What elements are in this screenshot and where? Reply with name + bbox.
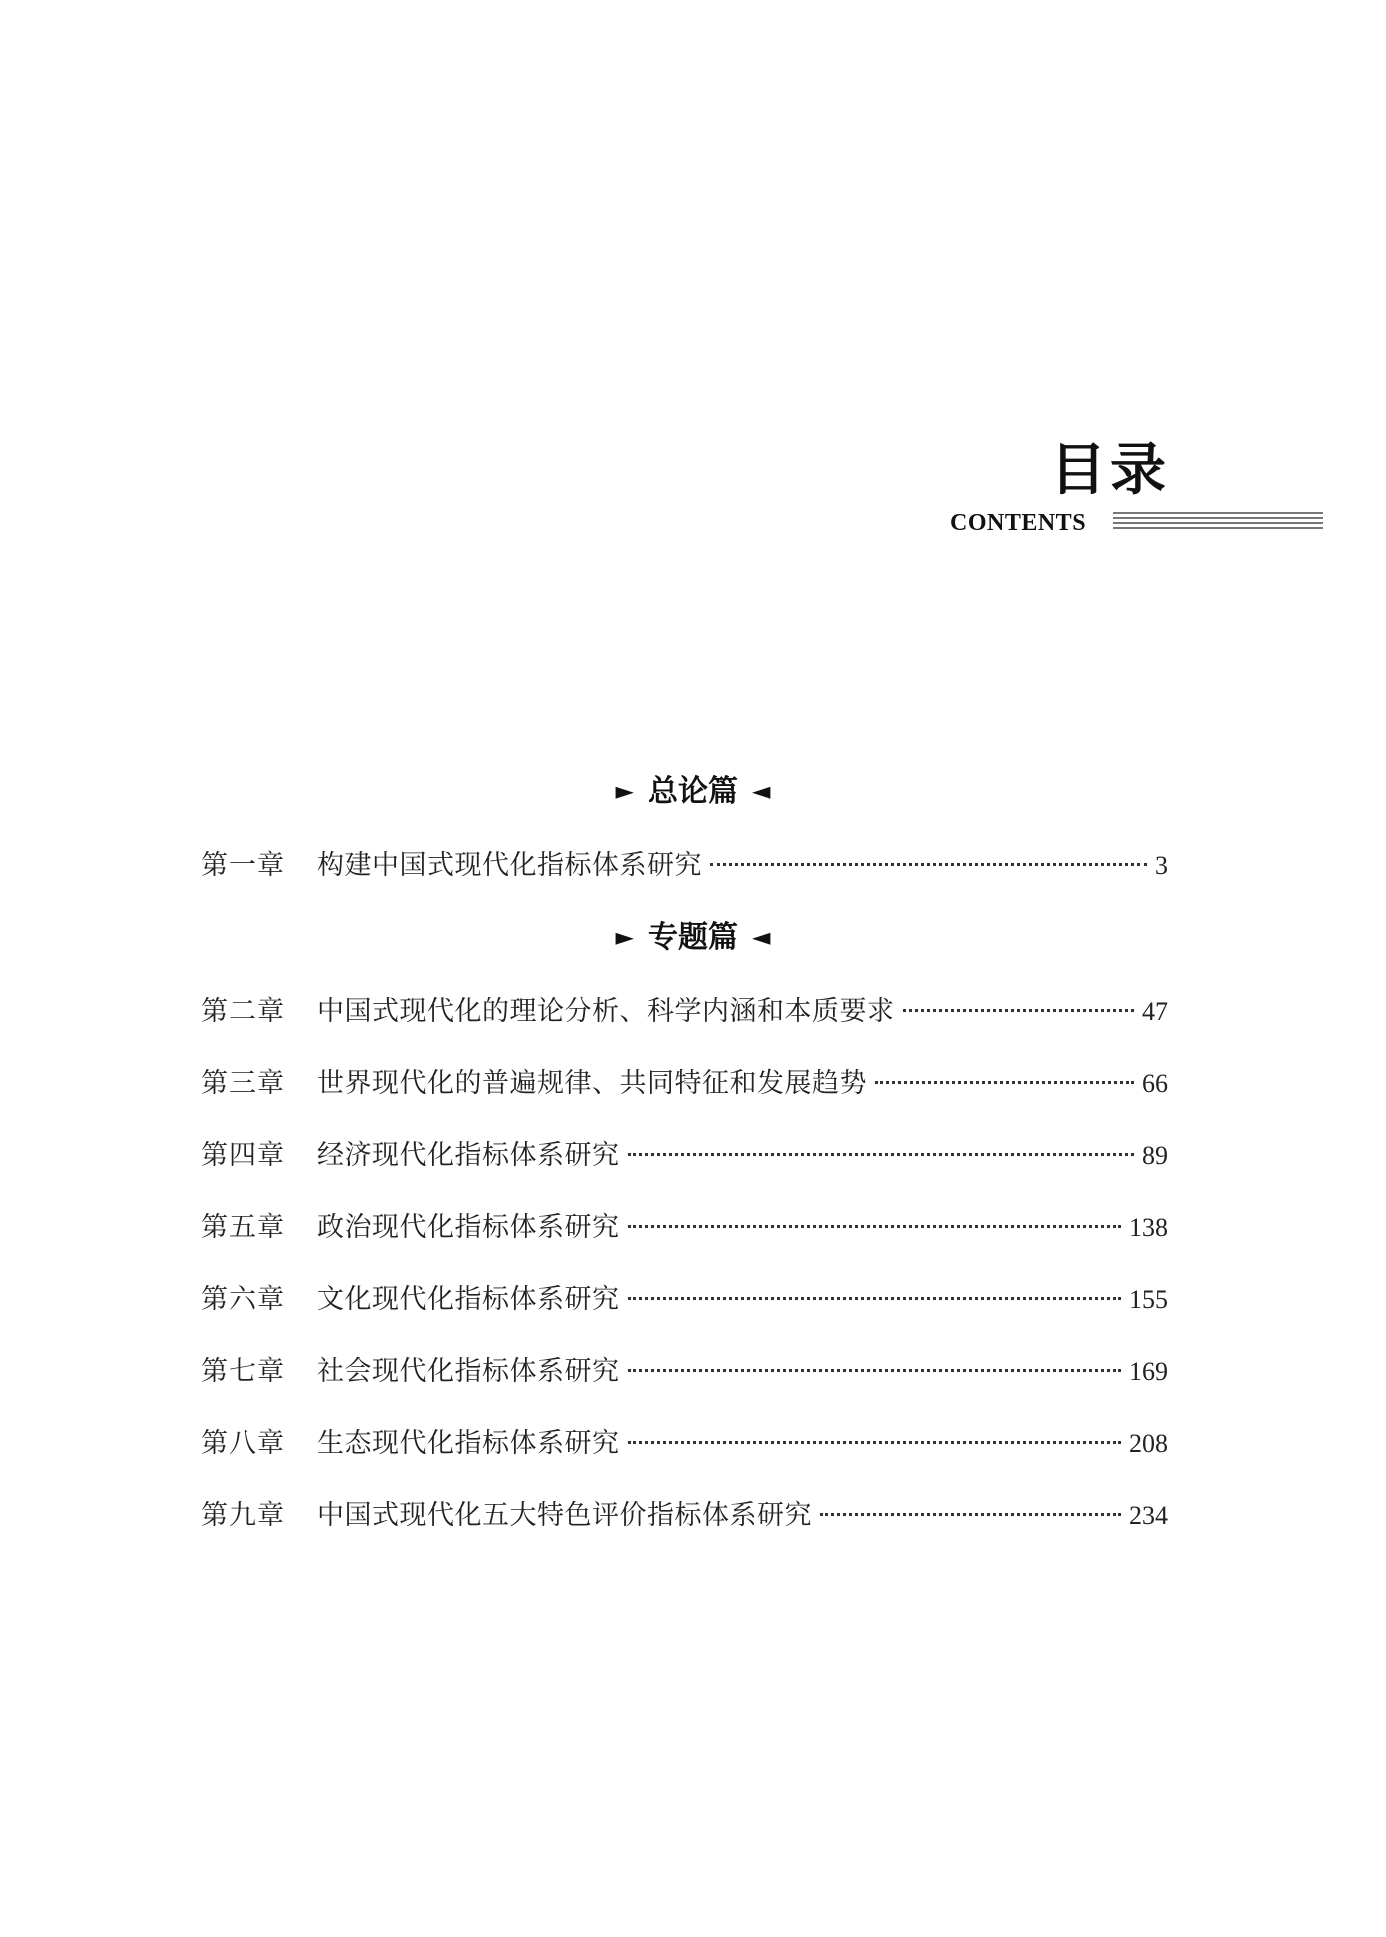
triangle-left-icon: ◄ — [752, 922, 771, 951]
toc-entry-chapter-5[interactable] — [201, 1208, 1168, 1248]
page-number: 47 — [1142, 997, 1168, 1026]
title-decorative-rule — [1113, 512, 1323, 534]
chapter-title: 中国式现代化的理论分析、科学内涵和本质要求 — [317, 996, 895, 1027]
chapter-number: 第三章 — [201, 1068, 285, 1099]
triangle-left-icon: ◄ — [752, 776, 771, 805]
page-number: 138 — [1129, 1213, 1168, 1242]
dot-leader — [628, 1297, 1122, 1300]
chapter-title: 生态现代化指标体系研究 — [317, 1428, 620, 1459]
page-number: 3 — [1155, 851, 1168, 880]
page-title: 目录 — [1050, 437, 1170, 503]
chapter-title: 构建中国式现代化指标体系研究 — [317, 850, 702, 881]
chapter-title: 经济现代化指标体系研究 — [317, 1140, 620, 1171]
dot-leader — [710, 863, 1147, 866]
chapter-title: 文化现代化指标体系研究 — [317, 1284, 620, 1315]
toc-entry-chapter-9[interactable] — [201, 1496, 1168, 1536]
triangle-right-icon: ► — [615, 922, 634, 951]
part-heading-label: 专题篇 — [648, 920, 738, 955]
chapter-title: 中国式现代化五大特色评价指标体系研究 — [317, 1500, 812, 1531]
toc-entry-chapter-2[interactable] — [201, 992, 1168, 1032]
page-number: 234 — [1129, 1501, 1168, 1530]
chapter-number: 第一章 — [201, 850, 285, 881]
page-number: 89 — [1142, 1141, 1168, 1170]
dot-leader — [903, 1009, 1135, 1012]
toc-entry-chapter-6[interactable] — [201, 1280, 1168, 1320]
dot-leader — [628, 1153, 1135, 1156]
chapter-number: 第八章 — [201, 1428, 285, 1459]
triangle-right-icon: ► — [615, 776, 634, 805]
part-heading-label: 总论篇 — [648, 774, 738, 809]
chapter-number: 第六章 — [201, 1284, 285, 1315]
page-number: 169 — [1129, 1357, 1168, 1386]
page-number: 155 — [1129, 1285, 1168, 1314]
toc-entry-chapter-8[interactable] — [201, 1424, 1168, 1464]
page-subtitle: CONTENTS — [950, 510, 1087, 536]
part-heading-topics — [0, 917, 1386, 958]
toc-header — [950, 437, 1386, 540]
dot-leader — [628, 1225, 1122, 1228]
chapter-number: 第二章 — [201, 996, 285, 1027]
chapter-number: 第七章 — [201, 1356, 285, 1387]
toc-entry-chapter-7[interactable] — [201, 1352, 1168, 1392]
chapter-number: 第九章 — [201, 1500, 285, 1531]
dot-leader — [820, 1513, 1121, 1516]
page-number: 66 — [1142, 1069, 1168, 1098]
toc-entry-chapter-4[interactable] — [201, 1136, 1168, 1176]
chapter-number: 第五章 — [201, 1212, 285, 1243]
page-number: 208 — [1129, 1429, 1168, 1458]
chapter-title: 政治现代化指标体系研究 — [317, 1212, 620, 1243]
toc-entry-chapter-3[interactable] — [201, 1064, 1168, 1104]
dot-leader — [628, 1369, 1122, 1372]
toc-entry-chapter-1[interactable] — [201, 846, 1168, 886]
chapter-title: 社会现代化指标体系研究 — [317, 1356, 620, 1387]
chapter-number: 第四章 — [201, 1140, 285, 1171]
dot-leader — [875, 1081, 1134, 1084]
chapter-title: 世界现代化的普遍规律、共同特征和发展趋势 — [317, 1068, 867, 1099]
part-heading-general — [0, 771, 1386, 812]
dot-leader — [628, 1441, 1122, 1444]
